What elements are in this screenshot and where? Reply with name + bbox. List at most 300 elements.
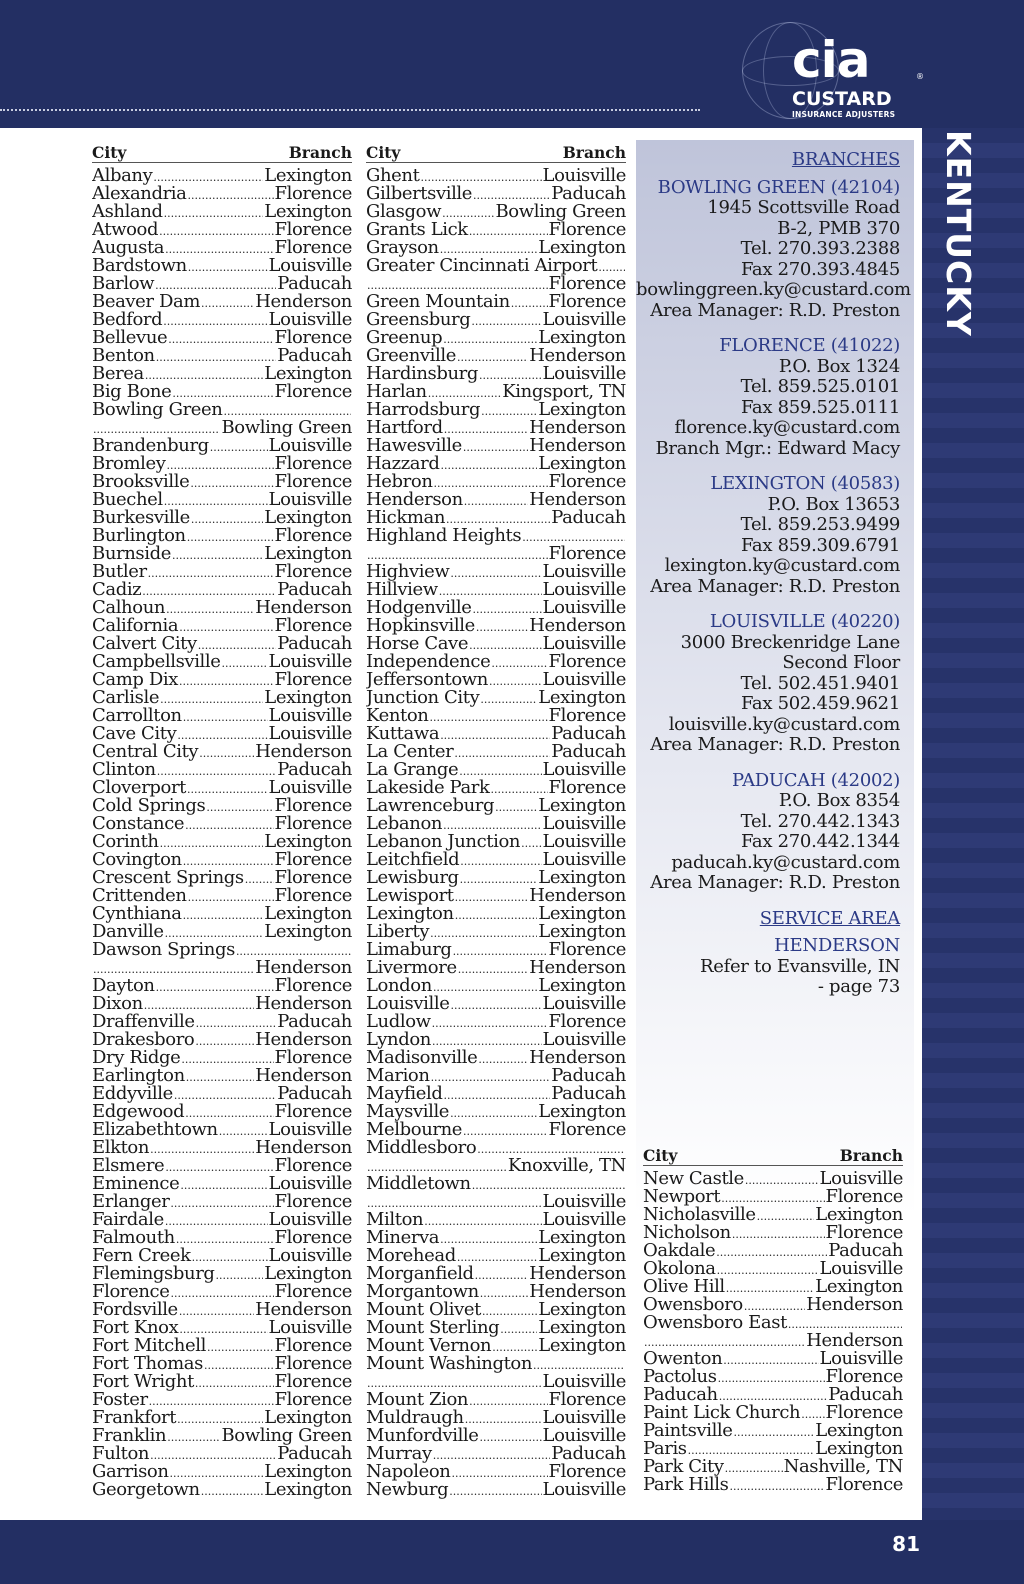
city-row — [366, 1373, 626, 1391]
city-row — [92, 833, 352, 851]
dot-leader — [729, 1476, 824, 1494]
city-name: Park City — [643, 1458, 724, 1476]
dot-leader — [455, 905, 538, 923]
city-name: Carlisle — [92, 689, 160, 707]
dot-leader — [93, 959, 254, 977]
city-row — [366, 617, 626, 635]
dot-leader — [149, 1391, 274, 1409]
city-row — [92, 329, 352, 347]
dot-leader — [204, 1355, 274, 1373]
branch-name: Paducah — [551, 509, 626, 527]
city-name: Burkesville — [92, 509, 190, 527]
dot-leader — [480, 1427, 542, 1445]
city-name: Lewisport — [366, 887, 454, 905]
branch-name: Florence — [548, 941, 626, 959]
branch-name: Florence — [274, 1229, 352, 1247]
office-detail-line: P.O. Box 8354 — [778, 790, 900, 811]
dot-leader — [165, 1211, 268, 1229]
dot-leader — [431, 1067, 551, 1085]
branch-name: Florence — [274, 383, 352, 401]
branch-name: Louisville — [542, 1427, 626, 1445]
city-name: Fordsville — [92, 1301, 178, 1319]
branch-name: Lexington — [815, 1206, 903, 1224]
dot-leader — [801, 1404, 824, 1422]
dot-leader — [159, 221, 273, 239]
city-row — [92, 1031, 352, 1049]
city-row — [92, 581, 352, 599]
city-header: City — [92, 143, 127, 162]
branch-name: Louisville — [268, 1211, 352, 1229]
branch-name: Henderson — [529, 617, 626, 635]
city-column-2 — [366, 143, 626, 1499]
city-row — [643, 1296, 903, 1314]
city-row — [92, 815, 352, 833]
branch-name: Paducah — [277, 761, 352, 779]
city-name: Nicholson — [643, 1224, 731, 1242]
dot-leader — [148, 563, 274, 581]
branch-header: Branch — [288, 143, 352, 162]
city-row — [643, 1242, 903, 1260]
dot-leader — [186, 1067, 254, 1085]
dot-leader — [185, 815, 273, 833]
branch-name: Louisville — [268, 1247, 352, 1265]
city-name: Hardinsburg — [366, 365, 478, 383]
city-name: Central City — [92, 743, 199, 761]
branches-title: BRANCHES — [791, 149, 900, 170]
city-name: Clinton — [92, 761, 156, 779]
city-row — [643, 1440, 903, 1458]
branch-name: Paducah — [551, 1067, 626, 1085]
dot-leader — [155, 275, 276, 293]
city-name: Horse Cave — [366, 635, 469, 653]
dot-leader — [454, 743, 550, 761]
city-row — [92, 1463, 352, 1481]
branch-name: Henderson — [255, 1031, 352, 1049]
city-row — [366, 833, 626, 851]
branch-name: Florence — [548, 1013, 626, 1031]
branch-name: Florence — [825, 1404, 903, 1422]
branch-name: Henderson — [806, 1296, 903, 1314]
city-row — [92, 1427, 352, 1445]
branch-name: Paducah — [551, 1085, 626, 1103]
city-row — [92, 1139, 352, 1157]
dot-leader — [183, 851, 274, 869]
dot-leader — [420, 167, 541, 185]
city-row — [92, 779, 352, 797]
branch-name: Knoxville, TN — [507, 1157, 626, 1175]
dot-leader — [725, 1458, 783, 1476]
city-row — [366, 1355, 626, 1373]
office-name: FLORENCE (41022) — [719, 335, 900, 356]
city-row — [366, 725, 626, 743]
dot-leader — [492, 1337, 537, 1355]
city-row — [92, 239, 352, 257]
dot-leader — [164, 203, 264, 221]
city-name: Lyndon — [366, 1031, 431, 1049]
city-row — [643, 1368, 903, 1386]
dot-leader — [444, 419, 529, 437]
dot-leader — [717, 1260, 819, 1278]
city-name: Nicholasville — [643, 1206, 756, 1224]
city-row — [92, 527, 352, 545]
branch-name: Louisville — [542, 815, 626, 833]
branch-name: Henderson — [529, 437, 626, 455]
city-name: Murray — [366, 1445, 432, 1463]
city-row — [366, 527, 626, 545]
city-name: Foster — [92, 1391, 148, 1409]
city-row — [92, 185, 352, 203]
logo-subtitle: INSURANCE ADJUSTERS — [792, 110, 896, 119]
branch-name: Lexington — [538, 923, 626, 941]
city-row — [92, 869, 352, 887]
branch-name: Lexington — [538, 797, 626, 815]
dot-leader — [156, 347, 276, 365]
city-name: Elizabethtown — [92, 1121, 218, 1139]
dot-leader — [744, 1296, 805, 1314]
office-detail-line: lexington.ky@custard.com — [664, 555, 900, 576]
city-name: Earlington — [92, 1067, 185, 1085]
dot-leader — [446, 509, 550, 527]
city-row — [366, 1175, 626, 1193]
city-row — [366, 995, 626, 1013]
city-name: Fern Creek — [92, 1247, 191, 1265]
city-row — [366, 887, 626, 905]
city-name: Albany — [92, 167, 153, 185]
dot-leader — [181, 1049, 273, 1067]
logo-text: cia — [792, 31, 870, 89]
city-row — [643, 1404, 903, 1422]
branch-name: Florence — [548, 1463, 626, 1481]
dot-leader — [440, 455, 537, 473]
branch-name: Henderson — [255, 599, 352, 617]
branch-name: Henderson — [806, 1332, 903, 1350]
dot-leader — [183, 707, 268, 725]
city-name: Frankfort — [92, 1409, 177, 1427]
city-name: Georgetown — [92, 1481, 200, 1499]
city-name: Owensboro East — [643, 1314, 787, 1332]
city-row — [366, 311, 626, 329]
city-name: Hillview — [366, 581, 438, 599]
dot-leader — [191, 509, 263, 527]
dot-leader — [469, 221, 548, 239]
dot-leader — [757, 1206, 815, 1224]
branch-name: Louisville — [268, 1319, 352, 1337]
city-name: Erlanger — [92, 1193, 170, 1211]
dot-leader — [440, 1229, 537, 1247]
dot-leader — [428, 383, 502, 401]
city-name: Mount Washington — [366, 1355, 533, 1373]
registered-mark: ® — [916, 72, 924, 81]
dot-leader — [489, 671, 542, 689]
city-row — [366, 671, 626, 689]
branch-name: Lexington — [264, 689, 352, 707]
branch-name: Henderson — [255, 1301, 352, 1319]
branch-name: Louisville — [268, 1121, 352, 1139]
branch-name: Florence — [548, 293, 626, 311]
city-row — [92, 545, 352, 563]
city-row — [92, 257, 352, 275]
city-row — [92, 1247, 352, 1265]
dot-leader — [460, 851, 541, 869]
dot-leader — [511, 293, 548, 311]
dot-leader — [180, 1175, 267, 1193]
city-row — [366, 959, 626, 977]
office-detail-line: B-2, PMB 370 — [777, 217, 900, 239]
dot-leader — [480, 689, 537, 707]
city-column-1 — [92, 143, 352, 1499]
dot-leader — [473, 599, 542, 617]
dot-leader — [745, 1170, 819, 1188]
dot-leader — [195, 1031, 254, 1049]
city-name: La Center — [366, 743, 454, 761]
branch-name: Florence — [274, 221, 352, 239]
branch-name: Florence — [274, 185, 352, 203]
branch-name: Lexington — [264, 833, 352, 851]
office-detail-line: bowlinggreen.ky@custard.com — [636, 279, 911, 300]
branch-name: Paducah — [551, 1445, 626, 1463]
branch-name: Florence — [548, 653, 626, 671]
dot-leader — [476, 617, 528, 635]
dot-leader — [533, 1355, 625, 1373]
dot-leader — [598, 257, 625, 275]
dot-leader — [206, 797, 273, 815]
city-row — [92, 1211, 352, 1229]
dot-leader — [432, 1013, 548, 1031]
city-name: Barlow — [92, 275, 155, 293]
branch-name: Paducah — [277, 1445, 352, 1463]
city-name: Gilbertsville — [366, 185, 473, 203]
branch-name: Paducah — [551, 725, 626, 743]
city-row — [366, 329, 626, 347]
dot-leader — [732, 1224, 825, 1242]
dot-leader — [719, 1386, 827, 1404]
city-name: Cave City — [92, 725, 177, 743]
branch-name: Henderson — [255, 995, 352, 1013]
dot-leader — [187, 779, 268, 797]
office-detail-line: Tel. 859.253.9499 — [740, 514, 900, 535]
city-row — [366, 167, 626, 185]
office-detail-line: Second Floor — [782, 652, 900, 673]
city-name: Flemingsburg — [92, 1265, 215, 1283]
dot-leader — [219, 1121, 268, 1139]
dot-leader — [172, 545, 263, 563]
city-name: Middletown — [366, 1175, 471, 1193]
city-name: Ashland — [92, 203, 163, 221]
branch-name: Henderson — [529, 419, 626, 437]
branch-name: Louisville — [542, 1409, 626, 1427]
dot-leader — [464, 491, 528, 509]
office-detail-line: P.O. Box 1324 — [778, 355, 900, 377]
city-row — [92, 1049, 352, 1067]
city-name: Munfordville — [366, 1427, 479, 1445]
city-name: Dry Ridge — [92, 1049, 181, 1067]
city-name: California — [92, 617, 179, 635]
city-row — [366, 347, 626, 365]
branch-name: Lexington — [815, 1440, 903, 1458]
city-row — [366, 635, 626, 653]
branch-name: Bowling Green — [495, 203, 626, 221]
city-row — [366, 797, 626, 815]
branch-name: Florence — [274, 1283, 352, 1301]
city-row — [366, 509, 626, 527]
dot-leader — [142, 581, 276, 599]
branch-name: Lexington — [538, 329, 626, 347]
city-row — [92, 1157, 352, 1175]
dot-leader — [170, 1193, 273, 1211]
column-header — [643, 1146, 903, 1166]
branch-name: Henderson — [255, 743, 352, 761]
bottom-banner — [0, 1520, 1024, 1584]
city-name: Napoleon — [366, 1463, 451, 1481]
branch-name: Louisville — [542, 311, 626, 329]
dot-leader — [367, 1157, 507, 1175]
city-row — [366, 275, 626, 293]
city-row — [366, 491, 626, 509]
dot-leader — [439, 581, 542, 599]
city-name: Covington — [92, 851, 182, 869]
branch-name: Henderson — [529, 887, 626, 905]
branch-name: Florence — [825, 1368, 903, 1386]
dot-leader — [179, 671, 274, 689]
branch-header: Branch — [562, 143, 626, 162]
city-row — [643, 1332, 903, 1350]
branch-name: Florence — [274, 1355, 352, 1373]
branch-name: Henderson — [529, 491, 626, 509]
branch-name: Lexington — [538, 401, 626, 419]
branch-name: Florence — [274, 1337, 352, 1355]
office-detail-line: Area Manager: R.D. Preston — [650, 575, 900, 597]
city-row — [366, 1157, 626, 1175]
office-detail-line: 1945 Scottsville Road — [707, 197, 900, 218]
branch-name: Henderson — [255, 1067, 352, 1085]
city-name: Constance — [92, 815, 185, 833]
dot-leader — [450, 1103, 537, 1121]
branch-name: Lexington — [264, 1481, 352, 1499]
city-row — [366, 203, 626, 221]
city-row — [92, 1193, 352, 1211]
office-detail-line: Fax 270.442.1344 — [740, 831, 900, 852]
city-name: Fort Thomas — [92, 1355, 203, 1373]
city-row — [92, 491, 352, 509]
city-row — [92, 1265, 352, 1283]
city-name: Lewisburg — [366, 869, 459, 887]
branch-name: Louisville — [542, 671, 626, 689]
city-name: Newburg — [366, 1481, 449, 1499]
city-row — [92, 221, 352, 239]
city-name: Eddyville — [92, 1085, 173, 1103]
city-row — [92, 743, 352, 761]
dot-leader — [458, 959, 529, 977]
branch-name: Florence — [274, 1103, 352, 1121]
branch-name: Louisville — [268, 707, 352, 725]
city-row — [366, 545, 626, 563]
city-row — [92, 1409, 352, 1427]
city-row — [92, 1283, 352, 1301]
branch-name: Florence — [274, 1193, 352, 1211]
branch-name: Louisville — [542, 1373, 626, 1391]
branch-name: Lexington — [538, 1301, 626, 1319]
dot-leader — [165, 923, 264, 941]
branch-name: Louisville — [542, 1031, 626, 1049]
city-name: Morehead — [366, 1247, 456, 1265]
city-name: Grayson — [366, 239, 439, 257]
dot-leader — [166, 599, 254, 617]
branch-name: Lexington — [264, 167, 352, 185]
dot-leader — [188, 887, 274, 905]
branch-name: Henderson — [529, 1265, 626, 1283]
city-name: Paintsville — [643, 1422, 733, 1440]
city-row — [92, 509, 352, 527]
city-name: Carrollton — [92, 707, 182, 725]
city-name: Cadiz — [92, 581, 142, 599]
city-name: Florence — [92, 1283, 170, 1301]
cia-logo — [742, 22, 942, 126]
branch-name: Florence — [274, 797, 352, 815]
city-row — [366, 1409, 626, 1427]
city-name: Hazzard — [366, 455, 440, 473]
city-name: New Castle — [643, 1170, 744, 1188]
column-header — [366, 143, 626, 163]
dot-leader — [479, 365, 542, 383]
city-row — [366, 1085, 626, 1103]
branch-name: Lexington — [264, 923, 352, 941]
dot-leader — [245, 869, 274, 887]
branch-name: Lexington — [815, 1422, 903, 1440]
city-name: Danville — [92, 923, 164, 941]
dot-leader — [463, 1121, 547, 1139]
city-row — [366, 383, 626, 401]
city-row — [643, 1476, 903, 1494]
dot-leader — [222, 653, 268, 671]
city-row — [366, 1247, 626, 1265]
city-row — [92, 1355, 352, 1373]
branch-name: Paducah — [828, 1386, 903, 1404]
dot-leader — [432, 1031, 542, 1049]
city-name: Calvert City — [92, 635, 197, 653]
service-office-name: HENDERSON — [774, 935, 900, 956]
city-name: Bardstown — [92, 257, 187, 275]
city-row — [92, 275, 352, 293]
city-row — [366, 455, 626, 473]
city-row — [92, 977, 352, 995]
city-row — [366, 1481, 626, 1499]
city-name: La Grange — [366, 761, 459, 779]
branch-name: Florence — [548, 707, 626, 725]
dot-leader — [481, 401, 537, 419]
dot-leader — [451, 1463, 547, 1481]
branch-name: Bowling Green — [221, 1427, 352, 1445]
city-row — [92, 797, 352, 815]
city-name: Franklin — [92, 1427, 167, 1445]
branch-name: Florence — [825, 1224, 903, 1242]
city-name: Morganfield — [366, 1265, 474, 1283]
city-name: Campbellsville — [92, 653, 221, 671]
city-row — [366, 743, 626, 761]
city-name: Olive Hill — [643, 1278, 725, 1296]
dot-leader — [469, 635, 541, 653]
city-row — [92, 473, 352, 491]
branch-name: Florence — [548, 1121, 626, 1139]
city-name: Brandenburg — [92, 437, 209, 455]
office-detail-line: florence.ky@custard.com — [674, 417, 900, 438]
dot-leader — [443, 329, 537, 347]
city-row — [366, 1013, 626, 1031]
city-name: Henderson — [366, 491, 463, 509]
city-row — [92, 1373, 352, 1391]
city-row — [92, 1175, 352, 1193]
branch-name: Louisville — [819, 1260, 903, 1278]
city-row — [92, 995, 352, 1013]
